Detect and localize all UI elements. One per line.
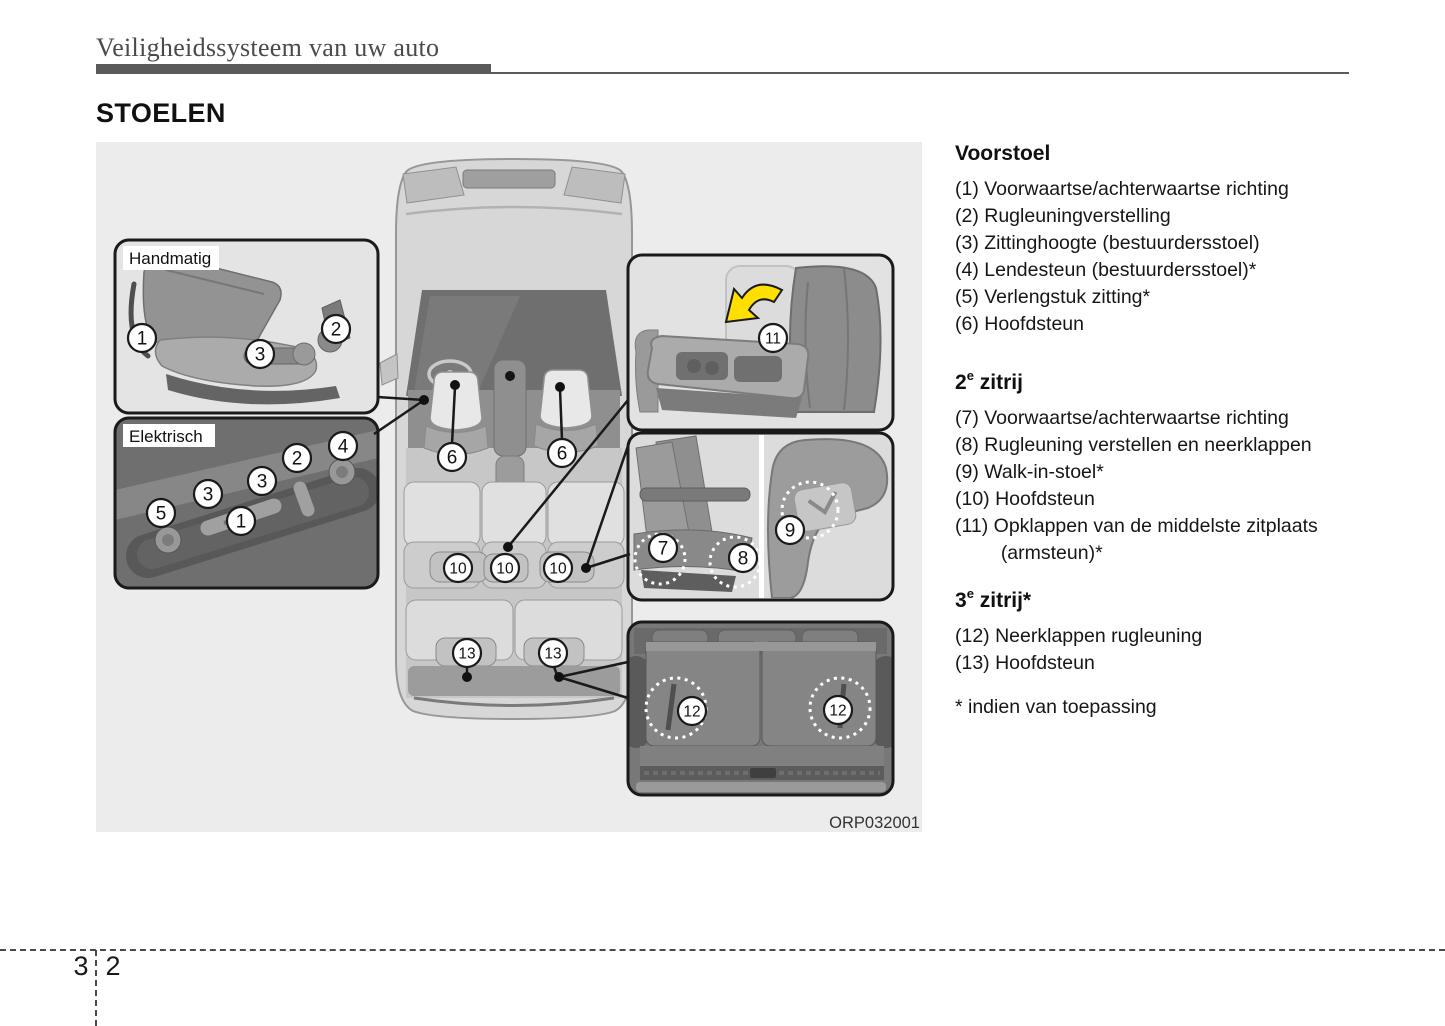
callout-10 xyxy=(444,554,472,582)
svg-text:7: 7 xyxy=(657,538,669,560)
callout-12 xyxy=(824,696,852,724)
svg-text:4: 4 xyxy=(337,436,349,458)
legend-section xyxy=(955,587,1333,677)
callout-6 xyxy=(548,439,576,467)
svg-text:10: 10 xyxy=(449,560,467,578)
legend-column xyxy=(955,140,1333,721)
callout-3 xyxy=(248,467,276,495)
callout-8 xyxy=(729,544,757,572)
callout-7 xyxy=(649,534,677,562)
svg-text:12: 12 xyxy=(829,702,847,720)
callout-1 xyxy=(227,507,255,535)
callout-2 xyxy=(322,315,350,343)
sunroof xyxy=(463,170,555,188)
legend-item: (12) Neerklappen rugleuning xyxy=(955,625,1203,647)
seats-figure xyxy=(96,142,922,832)
chapter-number: 3 xyxy=(73,951,89,981)
section-heading: 3e zitrij* xyxy=(955,586,1032,612)
svg-text:3: 3 xyxy=(202,484,214,506)
callout-2 xyxy=(283,444,311,472)
legend-item: (2) Rugleuningverstelling xyxy=(955,205,1171,227)
inset-second-row xyxy=(628,433,893,600)
callout-10 xyxy=(544,554,572,582)
legend-section xyxy=(955,369,1333,567)
seats-diagram xyxy=(96,142,922,832)
callout-3 xyxy=(246,340,274,368)
legend-item: (3) Zittinghoogte (bestuurdersstoel) xyxy=(955,232,1260,254)
svg-text:8: 8 xyxy=(737,548,749,570)
svg-text:13: 13 xyxy=(544,645,562,663)
svg-text:10: 10 xyxy=(549,560,567,578)
callout-9 xyxy=(776,516,804,544)
callout-10 xyxy=(491,554,519,582)
footnote: * indien van toepassing xyxy=(955,696,1157,718)
legend-item: (5) Verlengstuk zitting* xyxy=(955,286,1151,308)
legend-item: (4) Lendesteun (bestuurdersstoel)* xyxy=(955,259,1257,281)
callout-11 xyxy=(759,324,787,352)
svg-text:13: 13 xyxy=(458,645,476,663)
page-title: STOELEN xyxy=(96,98,226,128)
footer-divider xyxy=(95,950,97,1026)
legend-item: (11) Opklappen van de middelste zitplaats (armsteun)* xyxy=(955,515,1318,564)
legend-item: (8) Rugleuning verstellen en neerklappen xyxy=(955,434,1312,456)
svg-text:11: 11 xyxy=(764,330,782,348)
callout-4 xyxy=(329,432,357,460)
legend-section xyxy=(955,140,1333,338)
svg-text:3: 3 xyxy=(256,471,268,493)
svg-text:10: 10 xyxy=(496,560,514,578)
section-heading: Voorstoel xyxy=(955,142,1051,165)
figure-code: ORP032001 xyxy=(829,814,920,832)
callout-13 xyxy=(539,639,567,667)
callout-5 xyxy=(147,499,175,527)
legend-sections xyxy=(955,140,1333,677)
header-rule xyxy=(96,72,1349,74)
svg-text:2: 2 xyxy=(291,448,303,470)
svg-text:12: 12 xyxy=(683,703,701,721)
svg-text:5: 5 xyxy=(155,503,167,525)
svg-text:9: 9 xyxy=(784,520,796,542)
svg-text:1: 1 xyxy=(235,511,247,533)
electric-label: Elektrisch xyxy=(129,427,203,446)
chapter-header: Veiligheidssysteem van uw auto xyxy=(96,33,440,62)
manual-label: Handmatig xyxy=(129,249,212,268)
callout-12 xyxy=(678,697,706,725)
callout-1 xyxy=(128,324,156,352)
legend-item: (10) Hoofdsteun xyxy=(955,488,1095,510)
legend-item: (6) Hoofdsteun xyxy=(955,313,1084,335)
inset-third-row xyxy=(612,622,910,795)
callout-3 xyxy=(194,480,222,508)
callout-13 xyxy=(453,639,481,667)
section-heading: 2e zitrij xyxy=(955,368,1023,394)
footer-dashed-rule xyxy=(0,949,1445,951)
svg-text:1: 1 xyxy=(136,328,148,350)
callout-6 xyxy=(438,443,466,471)
legend-item: (7) Voorwaartse/achterwaartse richting xyxy=(955,407,1289,429)
svg-text:3: 3 xyxy=(254,344,266,366)
page-number: 2 xyxy=(105,951,121,981)
legend-item: (9) Walk-in-stoel* xyxy=(955,461,1104,483)
svg-text:6: 6 xyxy=(556,443,568,465)
svg-text:6: 6 xyxy=(446,447,458,469)
svg-text:2: 2 xyxy=(330,319,342,341)
legend-item: (1) Voorwaartse/achterwaartse richting xyxy=(955,178,1289,200)
legend-item: (13) Hoofdsteun xyxy=(955,652,1095,674)
car-top-view xyxy=(380,159,648,719)
